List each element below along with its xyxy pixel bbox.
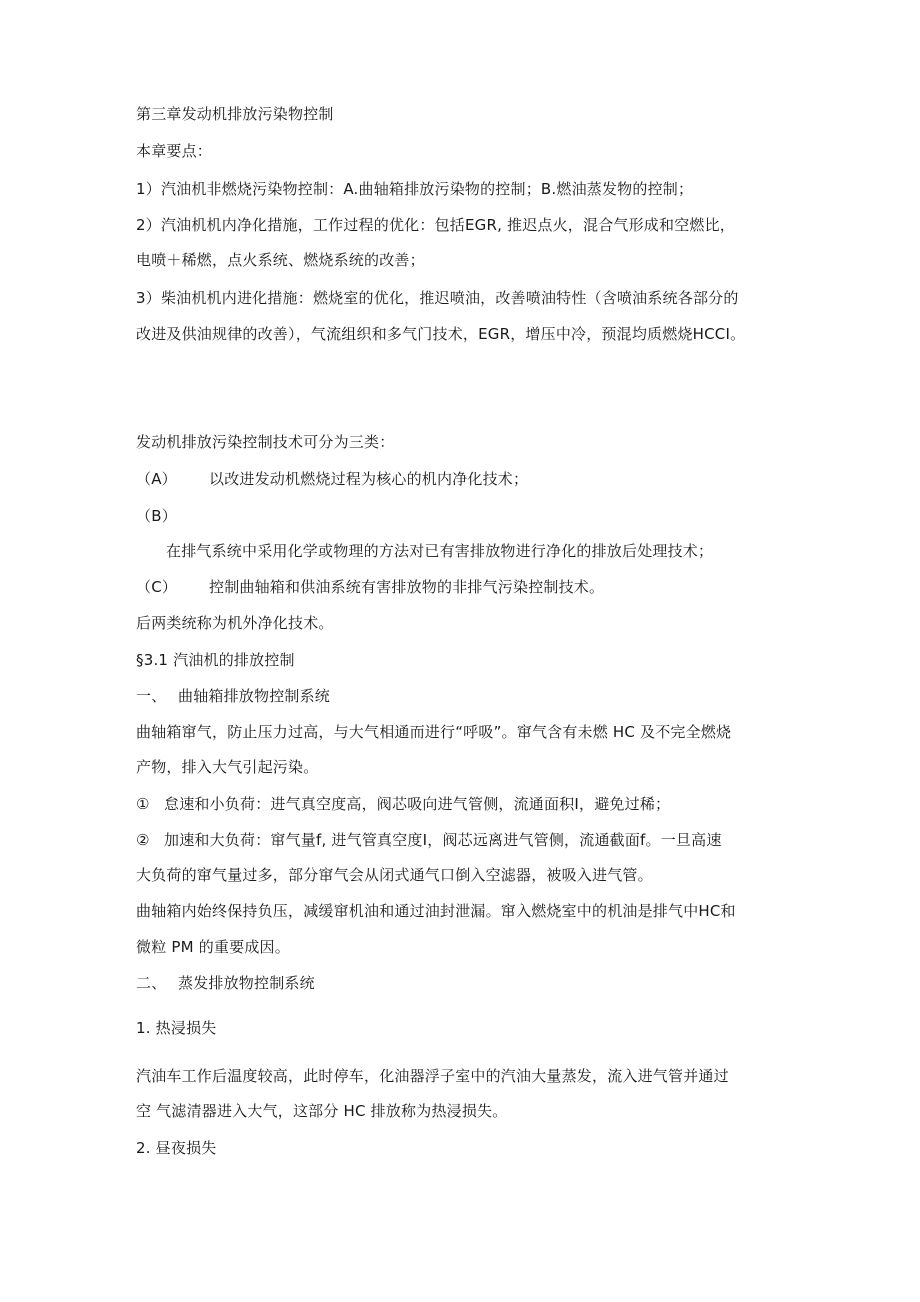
classes-after: 后两类统称为机外净化技术。 bbox=[136, 614, 334, 632]
heading-hot-soak-loss: 1. 热浸损失 bbox=[136, 1019, 217, 1037]
class-b-text: 在排气系统中采用化学或物理的方法对已有害排放物进行净化的排放后处理技术； bbox=[166, 542, 714, 560]
paragraph-3-line-2: 空 气滤清器进入大气，这部分 HC 排放称为热浸损失。 bbox=[136, 1102, 508, 1120]
summary-point-3-line-2: 改进及供油规律的改善），气流组织和多气门技术，EGR，增压中冷，预混均质燃烧HCCI。 bbox=[136, 325, 746, 343]
subsection-2-title: 蒸发排放物控制系统 bbox=[178, 974, 315, 992]
subsection-1-title: 曲轴箱排放物控制系统 bbox=[178, 687, 331, 705]
section-heading: §3.1 汽油机的排放控制 bbox=[136, 651, 295, 669]
summary-point-2-line-1: 2）汽油机机内净化措施，工作过程的优化：包括EGR, 推迟点火，混合气形成和空燃比， bbox=[136, 216, 736, 234]
subsection-1-number: 一、 bbox=[136, 687, 167, 705]
paragraph-2-line-1: 曲轴箱内始终保持负压，减缓窜机油和通过油封泄漏。窜入燃烧室中的机油是排气中HC和 bbox=[136, 902, 736, 920]
summary-point-2-line-2: 电喷＋稀燃，点火系统、燃烧系统的改善； bbox=[136, 251, 425, 269]
class-c-text: 控制曲轴箱和供油系统有害排放物的非排气污染控制技术。 bbox=[209, 578, 605, 596]
class-a-label: （A） bbox=[136, 470, 177, 488]
chapter-title: 第三章发动机排放污染物控制 bbox=[136, 105, 334, 123]
list-item-1-number: ① bbox=[136, 795, 150, 813]
summary-point-3-line-1: 3）柴油机机内进化措施：燃烧室的优化，推迟喷油，改善喷油特性（含喷油系统各部分的 bbox=[136, 289, 739, 307]
classes-intro: 发动机排放污染控制技术可分为三类： bbox=[136, 433, 395, 451]
list-item-2-text: 加速和大负荷：窜气量f, 进气管真空度I，阀芯远离进气管侧，流通截面f。一旦高速 bbox=[164, 831, 722, 849]
list-item-1-text: 怠速和小负荷：进气真空度高，阀芯吸向进气管侧，流通面积I，避免过稀； bbox=[164, 795, 671, 813]
class-a-text: 以改进发动机燃烧过程为核心的机内净化技术； bbox=[209, 470, 529, 488]
paragraph-1-line-1: 曲轴箱窜气，防止压力过高，与大气相通而进行“呼吸”。窜气含有未燃 HC 及不完全燃烧 bbox=[136, 723, 732, 741]
paragraph-1-line-2: 产物，排入大气引起污染。 bbox=[136, 758, 319, 776]
summary-point-1: 1）汽油机非燃烧污染物控制：A.曲轴箱排放污染物的控制；B.燃油蒸发物的控制； bbox=[136, 180, 694, 198]
paragraph-2-line-2: 微粒 PM 的重要成因。 bbox=[136, 938, 290, 956]
list-item-2-number: ② bbox=[136, 831, 150, 849]
class-c-label: （C） bbox=[136, 578, 178, 596]
summary-heading: 本章要点： bbox=[136, 142, 213, 160]
list-item-2-line-2: 大负荷的窜气量过多，部分窜气会从闭式通气口倒入空滤器，被吸入进气管。 bbox=[136, 866, 653, 884]
subsection-2-number: 二、 bbox=[136, 974, 167, 992]
class-b-label: （B） bbox=[136, 507, 177, 525]
paragraph-3-line-1: 汽油车工作后温度较高，此时停车，化油器浮子室中的汽油大量蒸发，流入进气管并通过 bbox=[136, 1067, 729, 1085]
heading-diurnal-loss: 2. 昼夜损失 bbox=[136, 1139, 217, 1157]
